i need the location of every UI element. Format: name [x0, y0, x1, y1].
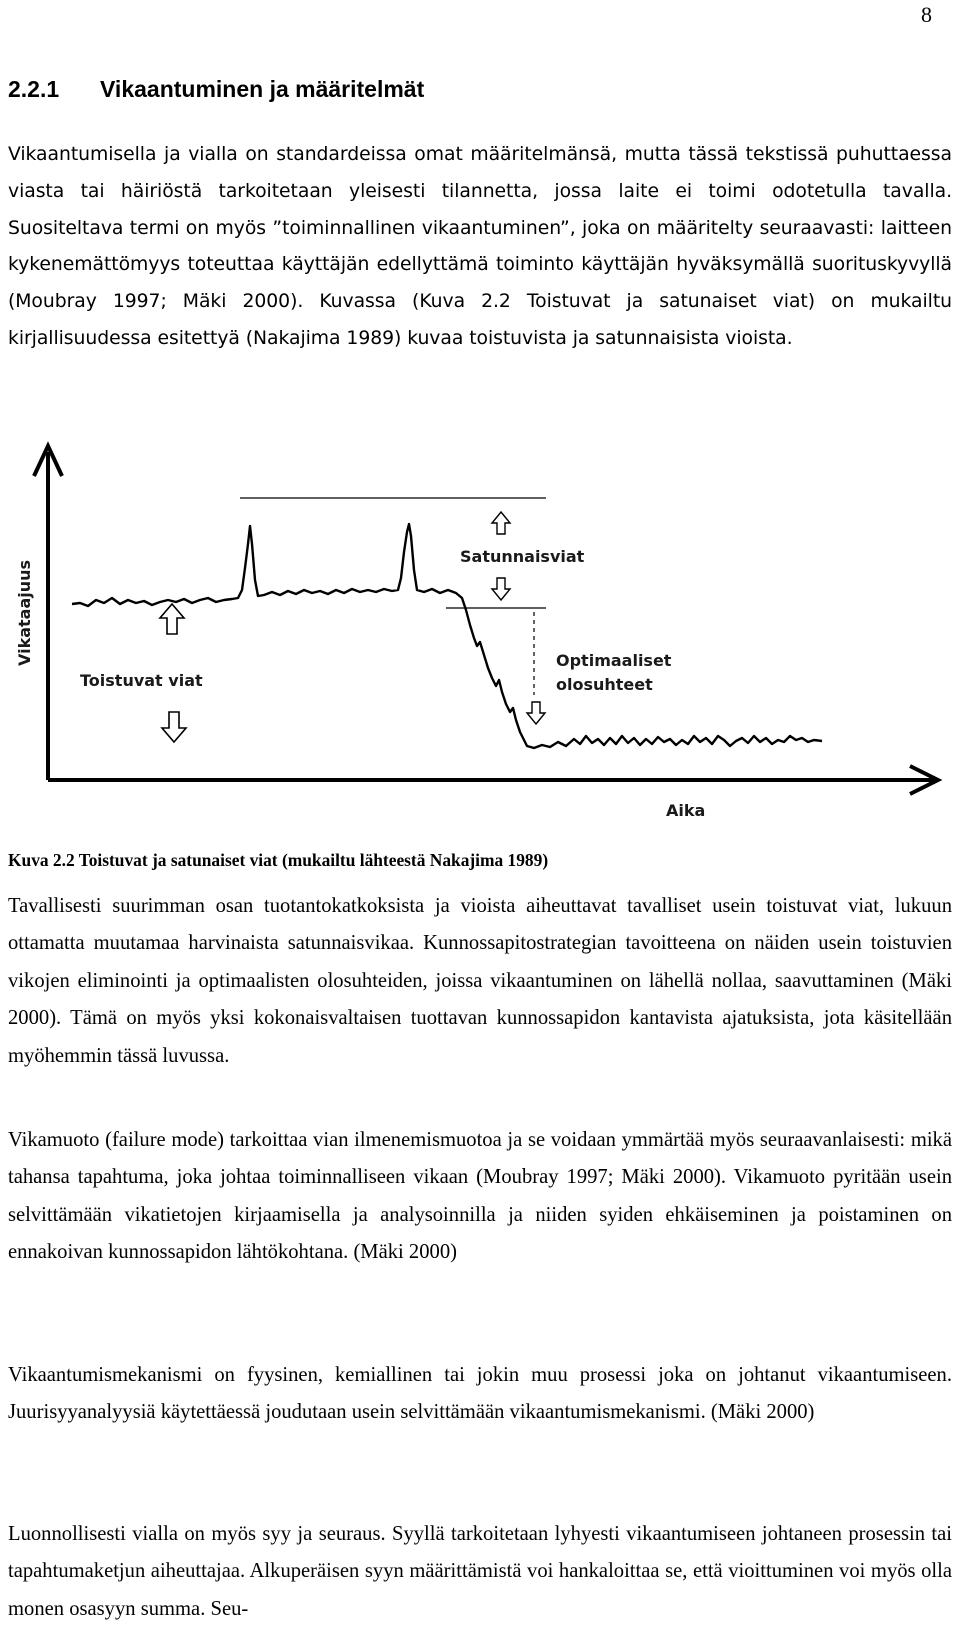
down-arrow-icon: [162, 712, 186, 742]
optimal-conditions-label-line2: olosuhteet: [556, 675, 653, 694]
down-arrow-icon: [527, 702, 545, 724]
paragraph-failure-mechanism: Vikaantumismekanismi on fyysinen, kemiallinen tai jokin muu prosessi joka on johtanut vikaantumiseen. Juurisyyanalyysiä käytettäessä joudutaan usein selvittämään vikaantumismekanismi. (Mäki 2000): [8, 1364, 952, 1424]
y-axis-label: Vikataajuus: [15, 559, 34, 666]
paragraph-recurring-failures: Tavallisesti suurimman osan tuotantokatkoksista ja vioista aiheuttavat tavalliset usein toistuvat viat, lukuun ottamatta muutamaa harvinaista satunnaisvikaa. Kunnossapitostrategian tavoitteena on näiden usein toistuvien vikojen eliminointi ja optimaalisten olosuhteiden, joissa vikaantuminen on lähellä nollaa, saavuttaminen (Mäki 2000). Tämä on myös yksi kokonaisvaltaisen tuottavan kunnossapidon kantavista ajatuksista, jota käsitellään myöhemmin tässä luvussa.: [8, 895, 952, 1067]
paragraph-cause-effect: Luonnollisesti vialla on myös syy ja seuraus. Syyllä tarkoitetaan lyhyesti vikaantumiseen johtaneen prosessin tai tapahtumaketjun aiheuttajaa. Alkuperäisen syyn määrittämistä voi hankaloittaa se, että vioittuminen voi myös olla monen osasyyn summa. Seu-: [8, 1523, 952, 1620]
up-arrow-icon: [492, 512, 510, 534]
failure-frequency-curve: [72, 524, 822, 748]
x-axis-label: Aika: [666, 801, 706, 820]
optimal-conditions-label-line1: Optimaaliset: [556, 651, 672, 670]
page-number: 8: [921, 2, 932, 27]
section-title: Vikaantuminen ja määritelmät: [100, 76, 425, 102]
paragraph-failure-mode: Vikamuoto (failure mode) tarkoittaa vian ilmenemismuotoa ja se voidaan ymmärtää myös seuraavanlaisesti: mikä tahansa tapahtuma, joka johtaa toiminnalliseen vikaan (Moubray 1997; Mäki 2000). Vikamuoto pyritään usein selvittämään vikatietojen kirjaamisella ja analysoinnilla ja niiden syiden ehkäiseminen ja poistaminen on ennakoivan kunnossapidon lähtökohtana. (Mäki 2000): [8, 1129, 952, 1264]
down-arrow-icon: [492, 578, 510, 600]
section-number: 2.2.1: [8, 76, 60, 102]
figure-caption: Kuva 2.2 Toistuvat ja satunaiset viat (mukailtu lähteestä Nakajima 1989): [8, 850, 549, 870]
section-heading: [8, 76, 424, 103]
up-arrow-icon: [160, 604, 184, 634]
recurring-failures-label: Toistuvat viat: [80, 671, 203, 690]
failure-frequency-figure: [14, 440, 950, 840]
paragraph-intro: Vikaantumisella ja vialla on standardeissa omat määritelmänsä, mutta tässä tekstissä puhuttaessa viasta tai häiriöstä tarkoitetaan yleisesti tilannetta, jossa laite ei toimi odotetulla tavalla. Suositeltava termi on myös ”toiminnallinen vikaantuminen”, joka on määritelty seuraavasti: laitteen kykenemättömyys toteuttaa käyttäjän edellyttämä toiminto käyttäjän hyväksymällä suorituskyvyllä (Moubray 1997; Mäki 2000). Kuvassa (Kuva 2.2 Toistuvat ja satunaiset viat) on mukailtu kirjallisuudessa esitettyä (Nakajima 1989) kuvaa toistuvista ja satunnaisista vioista.: [8, 144, 952, 349]
random-failures-label: Satunnaisviat: [460, 547, 585, 566]
